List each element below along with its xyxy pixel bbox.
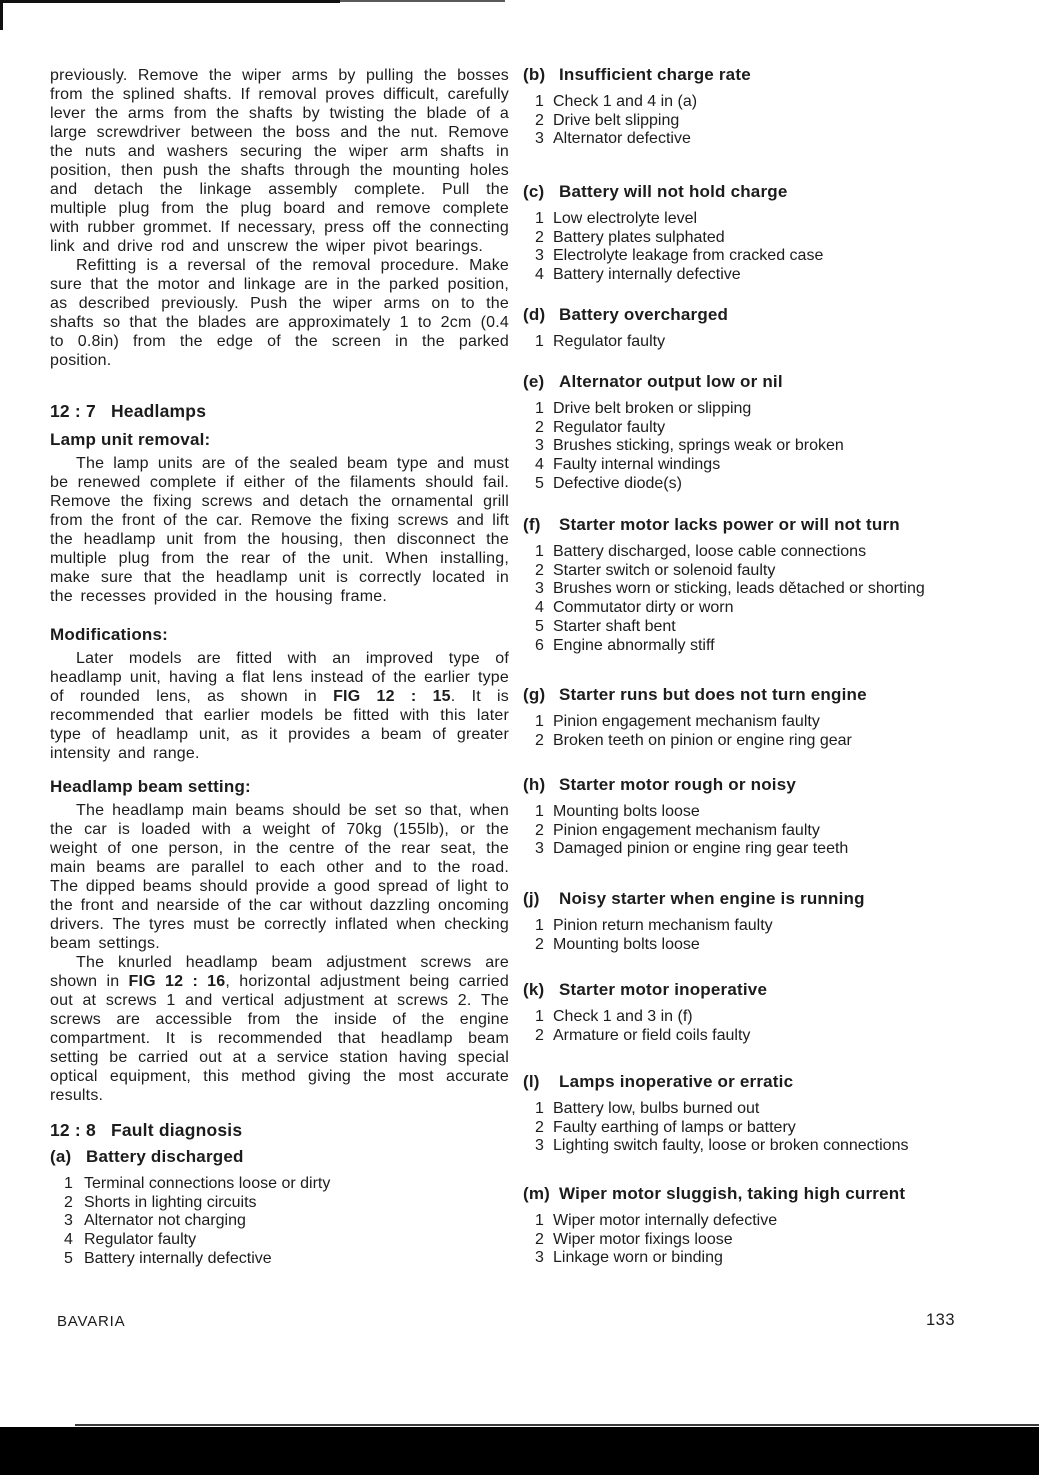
fault-heading [50,1146,509,1168]
fault-id: (b) [523,65,546,84]
fault-item-text: Battery internally defective [553,266,741,284]
fault-list-item [64,1175,509,1194]
fault-item-text: Low electrolyte level [553,210,698,227]
fault-item-number: 1 [535,210,544,227]
fault-item-text: Drive belt broken or slipping [553,400,752,417]
fault-list-item [535,130,751,149]
wiper-removal-paragraph: previously. Remove the wiper arms by pulling the bosses from the splined shafts. If removal proves difficult, carefully lever the arms from the shafts by twisting the blade of a large screwdriver between the boss and the nut. Remove the nuts and washers securing the wiper arm shafts in position, then push the shafts through the mounting holes and detach the linkage assembly complete. Pull the multiple plug from the plug board and remove complete with rubber grommet. If necessary, press off the connecting link and drive rod and unscrew the wiper pivot bearings. [50,67,509,255]
fault-list [523,333,728,352]
fault-item-number: 2 [535,1230,544,1248]
section-number: 12 : 8 [50,1120,96,1140]
fault-section [523,514,925,655]
sub-heading: Lamp unit removal: [50,430,211,449]
fault-item-number: 1 [535,1212,544,1229]
fault-item-text: Battery low, bulbs burned out [553,1100,760,1117]
fault-section [523,181,823,285]
fault-item-text: Regulator faulty [84,1231,197,1249]
fault-item-text: Drive belt slipping [553,111,680,129]
fault-list-item [64,1250,509,1269]
fault-item-number: 4 [535,599,544,617]
fault-list [523,1212,905,1268]
fault-section [523,64,751,149]
fault-list [523,400,844,494]
fault-heading [523,888,865,910]
fault-heading [523,304,728,326]
fault-item-text: Battery internally defective [84,1249,272,1267]
fault-list-item [535,822,848,841]
fault-item-number: 3 [535,1249,544,1267]
section-heading-12-8 [50,1119,509,1141]
figure-reference: FIG 12 : 16 [128,973,226,990]
fault-list-item [535,419,844,438]
fault-heading [523,64,751,86]
fault-item-text: Electrolyte leakage from cracked case [553,247,824,265]
fault-id: (d) [523,305,546,324]
fault-sections-right [523,0,1015,1475]
fault-list-item [535,1137,908,1156]
fault-item-number: 1 [535,333,544,350]
fault-list-item [535,112,751,131]
fault-id: (e) [523,372,545,391]
fault-item-text: Check 1 and 4 in (a) [553,93,698,110]
fault-id: (j) [523,889,540,908]
fault-list-item [535,210,823,229]
fault-item-number: 2 [535,1118,544,1136]
fault-item-number: 2 [535,111,544,129]
sub-heading: Modifications: [50,625,169,644]
fault-item-number: 1 [535,803,544,820]
footer-model-name: BAVARIA [57,1313,126,1330]
fault-item-number: 3 [535,1137,544,1155]
fault-item-text: Regulator faulty [553,333,666,350]
fault-list-item [535,266,823,285]
fault-item-number: 6 [535,636,544,654]
headlamp-beam-setting-section [50,776,509,1105]
fault-heading [523,979,767,1001]
scan-artifact-top-fade [340,0,505,2]
modifications-paragraph [50,649,509,763]
fault-item-text: Lighting switch faulty, loose or broken connections [553,1137,909,1155]
fault-item-text: Pinion return mechanism faulty [553,917,773,934]
fault-title: Battery overcharged [559,305,729,324]
fault-item-number: 5 [535,474,544,492]
fault-section [523,1183,905,1268]
fault-section [523,888,865,954]
fault-list-item [535,917,865,936]
fault-list-item [535,580,925,599]
fault-section [523,684,867,750]
fault-list-item [535,543,925,562]
fault-item-text: Pinion engagement mechanism faulty [553,821,820,839]
fault-list [523,210,823,285]
fault-list-item [535,247,823,266]
fault-item-number: 3 [535,437,544,455]
fault-item-number: 2 [535,821,544,839]
fault-section [523,371,844,494]
fault-item-number: 2 [535,561,544,579]
figure-reference: FIG 12 : 15 [333,688,451,705]
fault-item-number: 2 [535,731,544,749]
fault-list-item [535,803,848,822]
fault-item-number: 3 [535,130,544,148]
fault-title: Lamps inoperative or erratic [559,1072,794,1091]
fault-list-item [64,1212,509,1231]
fault-id: (c) [523,182,545,201]
section-heading-12-7 [50,400,509,422]
fault-item-number: 1 [535,1100,544,1117]
fault-item-text: Battery plates sulphated [553,228,725,246]
section-heading [50,1119,509,1141]
fault-id: (a) [50,1147,72,1166]
fault-list [523,917,865,954]
fault-item-text: Brushes worn or sticking, leads dětached or shorting [553,580,925,598]
fault-item-number: 3 [535,580,544,598]
fault-list-item [535,1100,908,1119]
fault-title: Battery discharged [86,1147,244,1166]
section-number: 12 : 7 [50,401,96,421]
fault-item-text: Pinion engagement mechanism faulty [553,713,820,730]
fault-item-text: Armature or field coils faulty [553,1026,751,1044]
fault-list-item [535,437,844,456]
fault-item-number: 1 [535,543,544,560]
fault-id: (k) [523,980,545,999]
fault-section [523,774,848,859]
fault-title: Wiper motor sluggish, taking high current [559,1184,906,1203]
beam-adjustment-paragraph [50,953,509,1105]
fault-list [523,803,848,859]
paragraph-text: . It is recommended that earlier models be fitted with this later type of headlamp unit, as it provides a beam of greater intensity and range. [50,688,510,762]
fault-item-text: Terminal connections loose or dirty [84,1175,331,1192]
fault-item-text: Commutator dirty or worn [553,599,734,617]
fault-item-number: 1 [535,1008,544,1025]
modifications-section [50,624,509,763]
fault-item-number: 1 [535,713,544,730]
fault-item-text: Broken teeth on pinion or engine ring gear [553,731,852,749]
fault-item-number: 2 [64,1193,73,1211]
section-title: Headlamps [110,401,207,421]
fault-item-number: 1 [535,93,544,110]
scan-artifact-left-edge [0,0,3,30]
lamp-unit-removal-paragraph: The lamp units are of the sealed beam type and must be renewed complete if either of the filaments should fail. Remove the fixing screws and detach the ornamental grill from the front of the car. Remove the fixing screws and lift the headlamp unit from the housing, then disconnect the multiple plug from the rear of the unit. When installing, make sure that the headlamp unit is correctly located in the recesses provided in the housing frame. [50,455,509,605]
fault-title: Starter runs but does not turn engine [559,685,867,704]
fault-list [523,713,867,750]
fault-list-item [535,618,925,637]
fault-id: (g) [523,685,546,704]
fault-item-text: Faulty internal windings [553,456,721,474]
fault-list-item [535,456,844,475]
fault-list-item [64,1194,509,1213]
fault-heading [523,514,925,536]
paragraph-text: , horizontal adjustment being carried out at screws 1 and vertical adjustment at screws 2. The screws are accessible from the inside of the engine compartment. It is recommended that headlamp beam setting be carried out at a service station having special optical equipment, this method giving the most accurate results. [50,973,509,1104]
paragraph-text: The knurled headlamp beam adjustment screws are shown in [50,954,509,990]
fault-list [523,543,925,655]
wiper-refitting-paragraph: Refitting is a reversal of the removal procedure. Make sure that the motor and linkage are in the parked position, as described previously. Push the wiper arms on to the shafts so that the blades are approximately 1 to 2cm (0.4 to 0.8in) from the edge of the screen in the parked position. [50,257,509,369]
fault-item-number: 2 [535,935,544,953]
scan-artifact-top [0,0,340,3]
fault-list-item [535,1119,908,1138]
fault-item-text: Alternator not charging [84,1212,246,1230]
fault-list-item [535,1008,767,1027]
fault-title: Alternator output low or nil [559,372,783,391]
fault-item-text: Check 1 and 3 in (f) [553,1008,693,1025]
fault-id: (m) [523,1184,551,1203]
fault-item-number: 4 [64,1231,73,1249]
fault-list-item [535,562,925,581]
fault-item-text: Starter shaft bent [553,617,676,635]
fault-list-item [535,840,848,859]
fault-list-item [535,333,728,352]
section-heading [50,400,509,422]
paragraph-text: Later models are fitted with an improved type of headlamp unit, having a flat lens instead of the earlier type of rounded lens, as shown in [50,650,509,705]
beam-setting-paragraph: The headlamp main beams should be set so that, when the car is loaded with a weight of 70kg (155lb), or the weight of one person, in the centre of the rear seat, the main beams are parallel to each other and to the road. The dipped beams should provide a good spread of light to the front and nearside of the car without dazzling oncoming drivers. The tyres must be correctly inflated when checking beam settings. [50,802,509,952]
fault-sections-left [50,1146,509,1269]
fault-title: Insufficient charge rate [559,65,751,84]
fault-item-text: Engine abnormally stiff [553,636,715,654]
fault-title: Starter motor inoperative [559,980,768,999]
fault-list-item [535,732,867,751]
fault-item-text: Starter switch or solenoid faulty [553,561,776,579]
fault-list-item [535,713,867,732]
lamp-unit-removal-section [50,429,509,606]
fault-title: Noisy starter when engine is running [559,889,865,908]
fault-item-number: 3 [535,247,544,265]
fault-item-text: Defective diode(s) [553,474,682,492]
fault-item-number: 4 [535,456,544,474]
fault-item-number: 1 [64,1175,73,1192]
fault-heading [523,371,844,393]
fault-heading [523,181,823,203]
fault-item-number: 3 [64,1212,73,1230]
fault-title: Starter motor lacks power or will not turn [559,515,900,534]
fault-item-text: Regulator faulty [553,418,666,436]
fault-item-number: 5 [535,617,544,635]
fault-item-number: 2 [535,418,544,436]
fault-list-item [535,599,925,618]
fault-item-number: 1 [535,917,544,934]
fault-section [523,1071,908,1156]
fault-item-text: Linkage worn or binding [553,1249,723,1267]
fault-list-item [535,475,844,494]
fault-item-text: Wiper motor fixings loose [553,1230,733,1248]
fault-list-item [535,229,823,248]
fault-item-text: Faulty earthing of lamps or battery [553,1118,796,1136]
fault-section [50,1146,509,1269]
fault-list-item [535,400,844,419]
fault-item-text: Damaged pinion or engine ring gear teeth [553,840,849,858]
fault-list-item [535,1231,905,1250]
fault-heading [523,1071,908,1093]
fault-list-item [535,1249,905,1268]
fault-title: Starter motor rough or noisy [559,775,797,794]
fault-item-text: Brushes sticking, springs weak or broken [553,437,844,455]
fault-list [523,93,751,149]
fault-list-item [535,93,751,112]
fault-item-number: 1 [535,400,544,417]
fault-item-text: Battery discharged, loose cable connections [553,543,867,560]
fault-list [523,1008,767,1045]
fault-heading [523,774,848,796]
fault-item-text: Mounting bolts loose [553,935,700,953]
fault-heading [523,1183,905,1205]
fault-list [523,1100,908,1156]
fault-list-item [64,1231,509,1250]
fault-id: (l) [523,1072,540,1091]
fault-item-number: 3 [535,840,544,858]
section-title: Fault diagnosis [110,1120,243,1140]
fault-id: (h) [523,775,546,794]
fault-list-item [535,637,925,656]
page-number: 133 [926,1311,956,1329]
fault-list-item [535,1212,905,1231]
fault-item-text: Shorts in lighting circuits [84,1193,257,1211]
fault-item-text: Wiper motor internally defective [553,1212,778,1229]
fault-list [50,1175,509,1269]
fault-list-item [535,1027,767,1046]
fault-title: Battery will not hold charge [559,182,788,201]
fault-item-text: Alternator defective [553,130,691,148]
sub-heading: Headlamp beam setting: [50,777,251,796]
fault-item-number: 2 [535,228,544,246]
fault-item-text: Mounting bolts loose [553,803,700,820]
fault-id: (f) [523,515,541,534]
fault-section [523,304,728,352]
fault-list-item [535,936,865,955]
fault-item-number: 2 [535,1026,544,1044]
wiper-removal-section [50,66,509,370]
fault-section [523,979,767,1045]
fault-item-number: 4 [535,266,544,284]
fault-item-number: 5 [64,1249,73,1267]
fault-heading [523,684,867,706]
